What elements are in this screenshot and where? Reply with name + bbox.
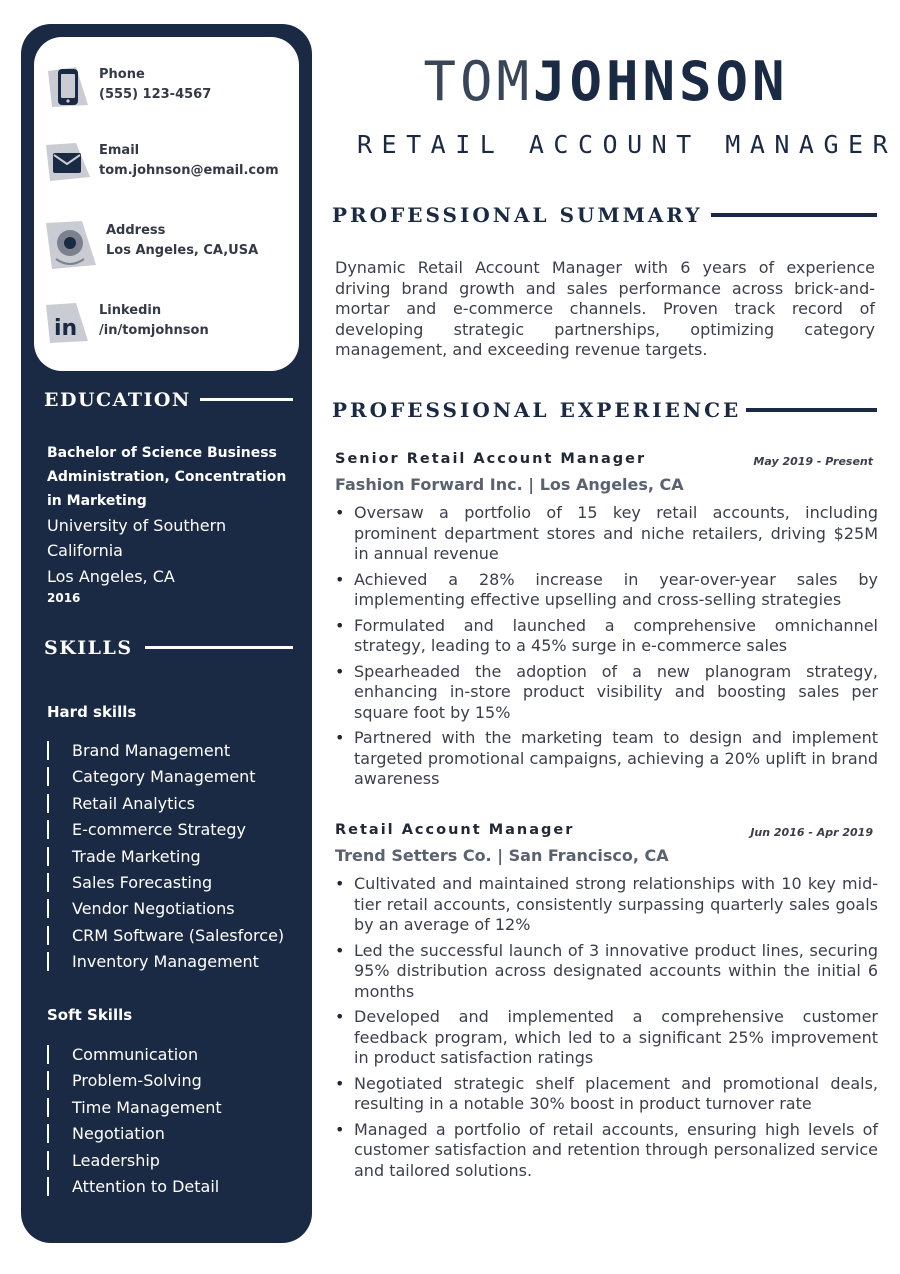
envelope-icon [46,141,90,185]
education-school-cont: California [47,541,123,560]
job-company: Fashion Forward Inc. | Los Angeles, CA [335,475,684,494]
job-date: Jun 2016 - Apr 2019 [750,826,873,839]
skill-bar [47,952,49,971]
education-year: 2016 [47,591,81,605]
skill-bar [47,1177,49,1196]
job-bullets [335,503,878,795]
education-school: University of Southern [47,516,227,535]
skill-label: Retail Analytics [72,793,195,813]
education-degree: Bachelor of Science Business Administration, Concentration in Marketing [47,445,287,509]
bullet-item: • Managed a portfolio of retail accounts, ensuring high levels of customer satisfaction and retention through personalized service and tailored solutions. [335,1120,878,1182]
bullet-item: • Achieved a 28% increase in year-over-year sales by implementing effective upselling and cross-selling strategies [335,570,878,611]
skill-bar [47,1045,49,1064]
skill-label: Inventory Management [72,952,259,972]
job-title: Senior Retail Account Manager [335,451,647,467]
skill-label: Brand Management [72,741,231,760]
phone-value: (555) 123-4567 [99,87,212,102]
skill-label: Attention to Detail [72,1177,220,1196]
skill-bar [47,899,49,918]
bullet-item: • Cultivated and maintained strong relationships with 10 key mid-tier retail accounts, consistently surpassing quarterly sales goals by an average of 12% [335,874,878,936]
skill-bar [47,847,49,866]
skill-bar [47,767,49,786]
skill-label: Sales Forecasting [72,873,213,892]
skill-bar [47,1071,49,1090]
summary-heading: PROFESSIONAL SUMMARY [332,203,703,227]
summary-text: Dynamic Retail Account Manager with 6 years of experience driving brand growth and sales performance across brick-and-mortar and e-commerce channels. Proven track record of developing strategic partnerships, optimizing category management, and exceeding revenue targets. [335,258,875,359]
skill-label: Leadership [72,1150,160,1170]
job-title: Retail Account Manager [335,822,575,838]
skill-bar [47,741,49,760]
education-heading: EDUCATION [44,389,191,411]
address-value: Los Angeles, CA,USA [106,243,259,258]
skill-label: Category Management [72,767,256,787]
hard-skills-heading: Hard skills [47,703,137,721]
skill-bar [47,820,49,839]
experience-rule [746,408,877,412]
bullet-item: • Partnered with the marketing team to design and implement targeted promotional campaigns, achieving a 20% uplift in brand awareness [335,728,878,790]
contact-label: Address [106,223,166,238]
skill-bar [47,1124,49,1143]
skill-label: Trade Marketing [72,846,201,866]
bullet-item: • Oversaw a portfolio of 15 key retail accounts, including prominent department stores and niche retailers, driving $25M in annual revenue [335,503,878,565]
linkedin-value[interactable]: /in/tomjohnson [99,323,209,338]
skill-label: Time Management [72,1097,222,1117]
svg-text:in: in [54,316,78,341]
location-pin-icon [46,221,98,273]
skill-label: E-commerce Strategy [72,820,246,840]
skill-bar [47,873,49,892]
job-company: Trend Setters Co. | San Francisco, CA [335,846,669,865]
bullet-item: • Led the successful launch of 3 innovative product lines, securing 95% distribution across designated accounts within the initial 6 months [335,941,878,1003]
contact-label: Linkedin [99,303,162,318]
contact-label: Phone [99,67,145,82]
skills-rule [145,646,293,649]
last-name: JOHNSON [532,50,789,113]
first-name: TOM [423,50,533,113]
soft-skills-heading: Soft Skills [47,1006,133,1024]
summary-rule [711,213,877,217]
skill-label: Vendor Negotiations [72,899,235,919]
full-name [0,50,900,113]
skill-label: Communication [72,1045,199,1064]
skill-bar [47,1098,49,1117]
skill-bar [47,1151,49,1170]
education-location: Los Angeles, CA [47,567,175,586]
job-bullets [335,874,878,1186]
bullet-item: • Developed and implemented a comprehensive customer feedback program, which led to a significant 25% improvement in product satisfaction ratings [335,1007,878,1069]
education-rule [200,398,293,401]
skill-label: Negotiation [72,1124,165,1144]
email-value[interactable]: tom.johnson@email.com [99,163,279,178]
job-date: May 2019 - Present [753,455,873,468]
bullet-item: • Formulated and launched a comprehensive omnichannel strategy, leading to a 45% surge in e-commerce sales [335,616,878,657]
bullet-item: • Negotiated strategic shelf placement and promotional deals, resulting in a notable 30% boost in product turnover rate [335,1074,878,1115]
bullet-item: • Spearheaded the adoption of a new planogram strategy, enhancing in-store product visibility and boosting sales per square foot by 15% [335,662,878,724]
skills-heading: SKILLS [44,637,133,659]
linkedin-icon [46,301,90,345]
skill-label: CRM Software (Salesforce) [72,925,285,945]
job-role: RETAIL ACCOUNT MANAGER [357,130,898,159]
skill-label: Problem-Solving [72,1071,202,1091]
skill-bar [47,926,49,945]
experience-heading: PROFESSIONAL EXPERIENCE [332,398,742,422]
skill-bar [47,794,49,813]
contact-label: Email [99,143,140,158]
